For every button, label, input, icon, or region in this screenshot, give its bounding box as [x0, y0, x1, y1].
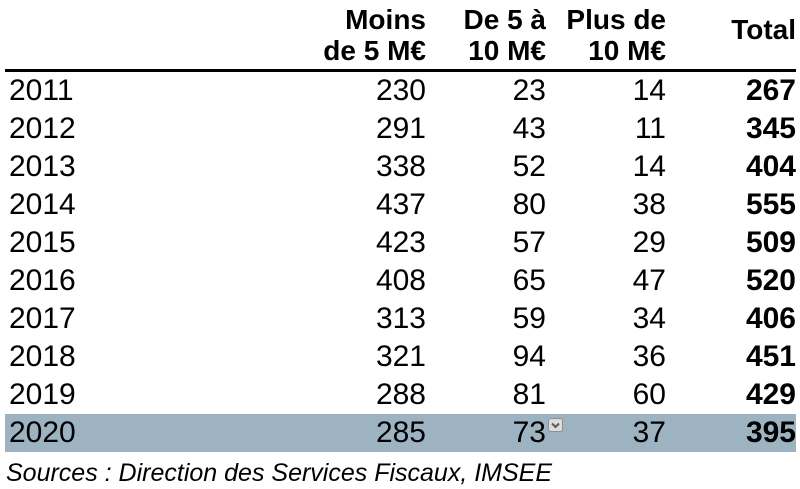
- cell-value-text: 80: [512, 188, 546, 221]
- cell-value-text: 29: [632, 226, 666, 259]
- cell-value-text: 36: [632, 340, 666, 373]
- cell-value-text: 423: [375, 226, 426, 259]
- cell-value-text: 338: [375, 150, 426, 183]
- sources-note: Sources : Direction des Services Fiscaux, IMSEE: [6, 459, 553, 487]
- cell-value-text: 285: [375, 416, 426, 449]
- cell-value-text: 43: [512, 112, 546, 145]
- cell-value: [546, 300, 666, 338]
- table-row-2020: [5, 414, 796, 452]
- cell-value-text: 60: [632, 378, 666, 411]
- table-row-2018: [5, 338, 796, 376]
- cell-value: [95, 110, 426, 148]
- cell-value-text: 81: [512, 378, 546, 411]
- cell-value: [546, 110, 666, 148]
- header-line2: 10 M€: [588, 35, 666, 66]
- header-line1: Plus de: [566, 4, 666, 35]
- cell-value-text: 23: [512, 74, 546, 107]
- cell-total: 395: [745, 416, 796, 449]
- cell-value-text: 408: [375, 264, 426, 297]
- header-plus-de-10: [546, 2, 666, 71]
- table-row-2011: [5, 71, 796, 111]
- cell-value: [95, 300, 426, 338]
- cell-value: [546, 262, 666, 300]
- table-row-2019: [5, 376, 796, 414]
- cell-value: [546, 376, 666, 414]
- cell-value-text: 321: [375, 340, 426, 373]
- cell-total: 345: [745, 112, 796, 145]
- cell-value-text: 52: [512, 150, 546, 183]
- header-row: [5, 2, 796, 71]
- cell-value-text: 59: [512, 302, 546, 335]
- cell-value: [426, 148, 546, 186]
- cell-total: 520: [745, 264, 796, 297]
- row-year-label: 2013: [9, 150, 76, 183]
- row-year-label: 2015: [9, 226, 76, 259]
- cell-total: 509: [745, 226, 796, 259]
- table-row-2014: [5, 186, 796, 224]
- header-line2: 10 M€: [468, 35, 546, 66]
- table-row-2017: [5, 300, 796, 338]
- cell-value: [546, 224, 666, 262]
- header-line1: Moins: [345, 4, 426, 35]
- row-year-label: 2017: [9, 302, 76, 335]
- cell-value-text: 313: [375, 302, 426, 335]
- cell-value-text: 14: [632, 150, 666, 183]
- header-moins-de-5: [95, 2, 426, 71]
- cell-value: [426, 376, 546, 414]
- cell-value: [426, 186, 546, 224]
- cell-value: [95, 148, 426, 186]
- row-year-label: 2018: [9, 340, 76, 373]
- data-table: [5, 2, 796, 452]
- cell-value-text: 291: [375, 112, 426, 145]
- cell-value: [546, 186, 666, 224]
- row-year-label: 2020: [9, 416, 76, 449]
- cell-value: [95, 71, 426, 111]
- cell-value: [426, 224, 546, 262]
- cell-value: [546, 148, 666, 186]
- cell-value: [426, 262, 546, 300]
- cell-value-text: 65: [512, 264, 546, 297]
- cell-value: [95, 186, 426, 224]
- row-year-label: 2019: [9, 378, 76, 411]
- cell-value: [95, 262, 426, 300]
- cell-value-text: 34: [632, 302, 666, 335]
- cell-value: [426, 110, 546, 148]
- row-year-label: 2011: [9, 74, 74, 107]
- table-header: [5, 2, 796, 71]
- header-total: [666, 2, 796, 71]
- cell-value-text: 37: [632, 416, 666, 449]
- table-row-2013: [5, 148, 796, 186]
- cell-value: [95, 414, 426, 452]
- row-year-label: 2012: [9, 112, 76, 145]
- cell-value-text: 288: [375, 378, 426, 411]
- row-year-label: 2016: [9, 264, 76, 297]
- cell-value-text: 230: [375, 74, 426, 107]
- cell-value: [546, 71, 666, 111]
- header-total-label: Total: [731, 14, 796, 45]
- cell-value: [426, 300, 546, 338]
- cell-value-text: 73: [512, 416, 546, 449]
- table-row-2012: [5, 110, 796, 148]
- cell-value-text: 94: [512, 340, 546, 373]
- cell-value: [95, 376, 426, 414]
- cell-total: 451: [745, 340, 796, 373]
- row-year-label: 2014: [9, 188, 76, 221]
- cell-value-text: 57: [512, 226, 546, 259]
- cell-value: [95, 224, 426, 262]
- cell-total: 555: [745, 188, 796, 221]
- cell-total: 429: [745, 378, 796, 411]
- header-year: [5, 2, 95, 71]
- cell-value: [546, 338, 666, 376]
- header-de-5-a-10: [426, 2, 546, 71]
- cell-value-text: 437: [375, 188, 426, 221]
- cell-value-text: 47: [632, 264, 666, 297]
- cell-value-text: 11: [634, 112, 666, 145]
- cell-value: [95, 338, 426, 376]
- cell-value: [426, 338, 546, 376]
- cell-value: [426, 414, 546, 452]
- table-row-2015: [5, 224, 796, 262]
- cell-value-text: 38: [632, 188, 666, 221]
- cell-value-text: 14: [632, 74, 666, 107]
- cell-total: 406: [745, 302, 796, 335]
- cell-value: [546, 414, 666, 452]
- header-line1: De 5 à: [463, 4, 546, 35]
- dropdown-chevron-icon[interactable]: [548, 418, 563, 432]
- cell-value: [426, 71, 546, 111]
- cell-total: 404: [745, 150, 796, 183]
- table-row-2016: [5, 262, 796, 300]
- header-line2: de 5 M€: [323, 35, 426, 66]
- table-body: [5, 71, 796, 453]
- cell-total: 267: [745, 74, 796, 107]
